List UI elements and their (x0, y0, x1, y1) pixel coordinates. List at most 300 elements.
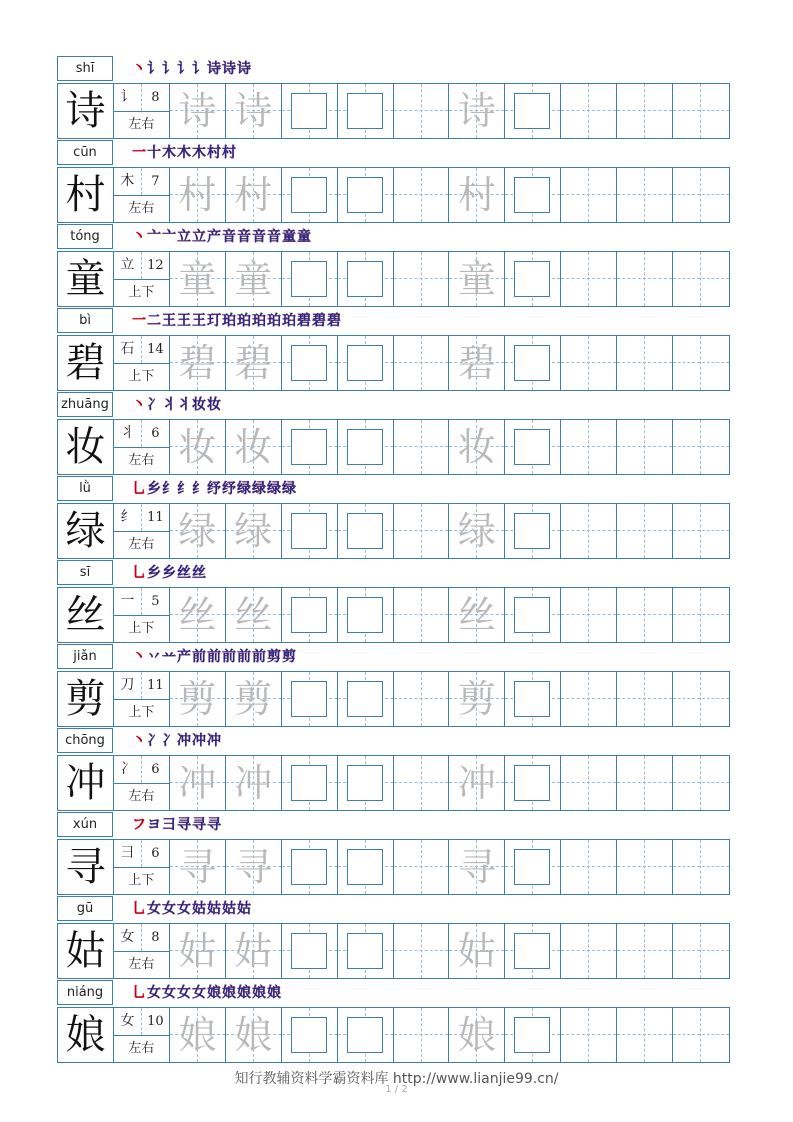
stroke-step: 音 (267, 229, 281, 245)
practice-cell[interactable] (226, 840, 282, 894)
inner-square (347, 261, 383, 297)
stroke-step: 前 (252, 649, 266, 665)
practice-cell[interactable] (505, 924, 561, 978)
practice-cell[interactable] (394, 756, 450, 810)
trace-character: 丝 (234, 593, 273, 637)
practice-cell[interactable] (449, 588, 505, 642)
stroke-step: 碧 (297, 313, 311, 329)
structure: 上下 (128, 621, 155, 636)
inner-square (347, 933, 383, 969)
inner-square (291, 177, 327, 213)
stroke-step: 一 (132, 145, 146, 161)
trace-character: 绿 (457, 509, 496, 553)
practice-cell[interactable] (226, 252, 282, 306)
radical: 讠 (114, 84, 142, 111)
practice-cell[interactable] (226, 756, 282, 810)
inner-square (291, 765, 327, 801)
practice-cell[interactable] (394, 336, 450, 390)
stroke-step: 丝 (192, 565, 206, 581)
structure: 上下 (128, 873, 155, 888)
stroke-step: 碧 (327, 313, 341, 329)
stroke-step: 乡 (147, 565, 161, 581)
trace-character: 妆 (234, 425, 273, 469)
practice-cell[interactable] (338, 756, 394, 810)
trace-character: 碧 (234, 341, 273, 385)
practice-cell[interactable] (561, 84, 617, 138)
pinyin-label: jiǎn (57, 644, 113, 669)
practice-cell[interactable] (226, 504, 282, 558)
practice-cell[interactable] (170, 756, 226, 810)
practice-cell[interactable] (338, 588, 394, 642)
pinyin-label: chōng (57, 728, 113, 753)
stroke-step: 姑 (207, 901, 221, 917)
practice-cell[interactable] (449, 756, 505, 810)
practice-cell[interactable] (394, 672, 450, 726)
trace-character: 寻 (178, 845, 217, 889)
stroke-order (132, 227, 312, 249)
practice-cell[interactable] (561, 252, 617, 306)
practice-cell[interactable] (282, 504, 338, 558)
practice-cell[interactable] (282, 924, 338, 978)
practice-cell[interactable] (617, 84, 673, 138)
practice-cell[interactable] (561, 504, 617, 558)
stroke-order (132, 815, 222, 837)
stroke-step: 娘 (237, 985, 251, 1001)
practice-cell[interactable] (505, 336, 561, 390)
character-info (114, 168, 170, 222)
practice-cell[interactable] (449, 924, 505, 978)
stroke-step: 乚 (132, 985, 146, 1001)
practice-cell[interactable] (282, 420, 338, 474)
trace-character: 姑 (457, 929, 496, 973)
practice-cell[interactable] (226, 84, 282, 138)
trace-character: 诗 (457, 89, 496, 133)
model-character: 丝 (58, 588, 114, 642)
stroke-step: 绿 (237, 481, 251, 497)
trace-character: 寻 (457, 845, 496, 889)
practice-cell[interactable] (561, 756, 617, 810)
stroke-count: 11 (147, 510, 164, 525)
radical: 石 (114, 336, 142, 363)
inner-square (347, 597, 383, 633)
inner-square (347, 93, 383, 129)
stroke-step: 彐 (162, 817, 176, 833)
trace-character: 妆 (178, 425, 217, 469)
inner-square (347, 681, 383, 717)
stroke-step: 诗 (222, 61, 236, 77)
stroke-step: 纾 (207, 481, 221, 497)
practice-cell[interactable] (226, 672, 282, 726)
inner-square (291, 933, 327, 969)
stroke-step: 妆 (207, 397, 221, 413)
trace-character: 绿 (234, 509, 273, 553)
stroke-order (132, 563, 207, 585)
stroke-count: 5 (151, 594, 160, 609)
practice-cell[interactable] (338, 336, 394, 390)
inner-square (291, 261, 327, 297)
trace-character: 娘 (234, 1013, 273, 1057)
practice-cell[interactable] (505, 1008, 561, 1062)
practice-cell[interactable] (394, 924, 450, 978)
practice-cell[interactable] (282, 84, 338, 138)
stroke-step: 讠 (147, 61, 161, 77)
stroke-step: 音 (222, 229, 236, 245)
model-character: 冲 (58, 756, 114, 810)
practice-cell[interactable] (617, 336, 673, 390)
structure: 上下 (128, 705, 155, 720)
practice-cell[interactable] (226, 336, 282, 390)
stroke-step: 前 (237, 649, 251, 665)
inner-square (347, 1017, 383, 1053)
stroke-step: 讠 (162, 61, 176, 77)
character-info (114, 252, 170, 306)
stroke-step: 亠 (147, 229, 161, 245)
stroke-order (132, 731, 222, 753)
writing-grid (57, 167, 730, 223)
practice-cell[interactable] (505, 420, 561, 474)
stroke-step: 立 (177, 229, 191, 245)
character-info (114, 504, 170, 558)
stroke-step: 冲 (177, 733, 191, 749)
trace-character: 姑 (234, 929, 273, 973)
practice-cell[interactable] (505, 756, 561, 810)
trace-character: 村 (178, 173, 217, 217)
inner-square (514, 597, 550, 633)
practice-cell[interactable] (170, 840, 226, 894)
stroke-step: 乚 (132, 565, 146, 581)
practice-cell[interactable] (170, 420, 226, 474)
practice-cell[interactable] (617, 504, 673, 558)
practice-cell[interactable] (170, 672, 226, 726)
stroke-step: 珀 (267, 313, 281, 329)
practice-cell[interactable] (617, 252, 673, 306)
practice-cell[interactable] (226, 420, 282, 474)
stroke-step: フ (132, 817, 146, 833)
writing-grid (57, 83, 730, 139)
stroke-count: 11 (147, 678, 164, 693)
trace-character: 冲 (457, 761, 496, 805)
practice-cell[interactable] (673, 588, 729, 642)
practice-cell[interactable] (170, 336, 226, 390)
radical: 冫 (114, 756, 142, 783)
structure: 左右 (128, 201, 155, 216)
structure: 上下 (128, 285, 155, 300)
pinyin-label: sī (57, 560, 113, 585)
stroke-step: 丶 (132, 397, 146, 413)
stroke-count: 7 (151, 174, 160, 189)
practice-cell[interactable] (338, 1008, 394, 1062)
practice-cell[interactable] (338, 252, 394, 306)
practice-cell[interactable] (394, 420, 450, 474)
stroke-count: 8 (151, 90, 160, 105)
radical: 一 (114, 588, 142, 615)
practice-cell[interactable] (394, 1008, 450, 1062)
stroke-order (132, 311, 342, 333)
stroke-step: 木 (177, 145, 191, 161)
pinyin-label: shī (57, 56, 113, 81)
practice-cell[interactable] (170, 168, 226, 222)
stroke-step: 冲 (192, 733, 206, 749)
model-character: 姑 (58, 924, 114, 978)
practice-sheet (57, 56, 730, 1064)
practice-cell[interactable] (673, 504, 729, 558)
practice-cell[interactable] (561, 1008, 617, 1062)
stroke-step: 村 (207, 145, 221, 161)
practice-cell[interactable] (617, 840, 673, 894)
practice-cell[interactable] (282, 840, 338, 894)
character-entry (57, 476, 730, 560)
practice-cell[interactable] (617, 672, 673, 726)
practice-cell[interactable] (394, 252, 450, 306)
practice-cell[interactable] (226, 588, 282, 642)
practice-cell[interactable] (394, 504, 450, 558)
stroke-step: 寻 (192, 817, 206, 833)
character-info (114, 420, 170, 474)
model-character: 绿 (58, 504, 114, 558)
practice-cell[interactable] (617, 420, 673, 474)
stroke-order (132, 479, 297, 501)
stroke-step: 丶 (132, 61, 146, 77)
stroke-step: 音 (252, 229, 266, 245)
practice-cell[interactable] (561, 168, 617, 222)
character-info (114, 588, 170, 642)
inner-square (514, 1017, 550, 1053)
pinyin-label: niáng (57, 980, 113, 1005)
practice-cell[interactable] (338, 672, 394, 726)
stroke-count: 10 (147, 1014, 164, 1029)
stroke-step: ヨ (147, 817, 161, 833)
stroke-order (132, 59, 252, 81)
trace-character: 碧 (178, 341, 217, 385)
trace-character: 村 (457, 173, 496, 217)
stroke-step: 产 (177, 649, 191, 665)
stroke-count: 8 (151, 930, 160, 945)
practice-cell[interactable] (338, 84, 394, 138)
practice-cell[interactable] (505, 252, 561, 306)
pinyin-label: cūn (57, 140, 113, 165)
trace-character: 丝 (178, 593, 217, 637)
practice-cell[interactable] (449, 504, 505, 558)
stroke-count: 12 (147, 258, 164, 273)
trace-character: 童 (178, 257, 217, 301)
practice-cell[interactable] (449, 1008, 505, 1062)
practice-cell[interactable] (226, 1008, 282, 1062)
practice-cell[interactable] (617, 588, 673, 642)
stroke-step: 童 (297, 229, 311, 245)
practice-cell[interactable] (338, 504, 394, 558)
stroke-count: 6 (151, 846, 160, 861)
writing-grid (57, 755, 730, 811)
practice-cell[interactable] (673, 420, 729, 474)
stroke-step: 亠 (162, 229, 176, 245)
stroke-step: 女 (162, 901, 176, 917)
stroke-count: 6 (151, 762, 160, 777)
practice-cell[interactable] (170, 588, 226, 642)
practice-cell[interactable] (338, 168, 394, 222)
pinyin-label: lǜ (57, 476, 113, 501)
practice-cell[interactable] (561, 420, 617, 474)
inner-square (514, 429, 550, 465)
stroke-step: 丬 (177, 397, 191, 413)
trace-character: 妆 (457, 425, 496, 469)
stroke-step: 王 (192, 313, 206, 329)
structure: 左右 (128, 117, 155, 132)
practice-cell[interactable] (505, 672, 561, 726)
inner-square (347, 513, 383, 549)
inner-square (514, 765, 550, 801)
practice-cell[interactable] (170, 1008, 226, 1062)
stroke-step: 丷 (147, 649, 161, 665)
practice-cell[interactable] (394, 840, 450, 894)
practice-cell[interactable] (282, 168, 338, 222)
practice-cell[interactable] (282, 1008, 338, 1062)
stroke-step: 娘 (207, 985, 221, 1001)
stroke-step: 王 (162, 313, 176, 329)
radical: 丬 (114, 420, 142, 447)
writing-grid (57, 335, 730, 391)
practice-cell[interactable] (561, 588, 617, 642)
inner-square (291, 345, 327, 381)
stroke-step: 一 (132, 313, 146, 329)
practice-cell[interactable] (673, 252, 729, 306)
stroke-step: 寻 (207, 817, 221, 833)
stroke-step: 女 (147, 901, 161, 917)
inner-square (291, 849, 327, 885)
stroke-step: 剪 (267, 649, 281, 665)
practice-cell[interactable] (394, 168, 450, 222)
writing-grid (57, 503, 730, 559)
structure: 上下 (128, 369, 155, 384)
stroke-step: 丝 (177, 565, 191, 581)
radical: 刀 (114, 672, 142, 699)
stroke-step: 纟 (162, 481, 176, 497)
practice-cell[interactable] (673, 756, 729, 810)
practice-cell[interactable] (505, 504, 561, 558)
practice-cell[interactable] (673, 1008, 729, 1062)
stroke-step: 产 (207, 229, 221, 245)
trace-character: 诗 (234, 89, 273, 133)
practice-cell[interactable] (617, 168, 673, 222)
practice-cell[interactable] (226, 924, 282, 978)
stroke-step: 纾 (222, 481, 236, 497)
practice-cell[interactable] (449, 420, 505, 474)
trace-character: 姑 (178, 929, 217, 973)
practice-cell[interactable] (338, 924, 394, 978)
inner-square (291, 597, 327, 633)
practice-cell[interactable] (561, 336, 617, 390)
inner-square (291, 681, 327, 717)
character-entry (57, 980, 730, 1064)
stroke-step: 女 (192, 985, 206, 1001)
stroke-step: 丶 (132, 733, 146, 749)
practice-cell[interactable] (561, 924, 617, 978)
inner-square (514, 513, 550, 549)
trace-character: 娘 (178, 1013, 217, 1057)
pinyin-label: bì (57, 308, 113, 333)
practice-cell[interactable] (673, 84, 729, 138)
character-info (114, 756, 170, 810)
practice-cell[interactable] (449, 84, 505, 138)
radical: 纟 (114, 504, 142, 531)
model-character: 村 (58, 168, 114, 222)
structure: 左右 (128, 453, 155, 468)
model-character: 娘 (58, 1008, 114, 1062)
stroke-step: 二 (147, 313, 161, 329)
practice-cell[interactable] (282, 672, 338, 726)
stroke-step: 冲 (207, 733, 221, 749)
practice-cell[interactable] (505, 84, 561, 138)
stroke-step: 木 (192, 145, 206, 161)
radical: 女 (114, 1008, 142, 1035)
stroke-step: 娘 (252, 985, 266, 1001)
practice-cell[interactable] (505, 840, 561, 894)
practice-cell[interactable] (338, 420, 394, 474)
practice-cell[interactable] (673, 168, 729, 222)
stroke-step: 木 (162, 145, 176, 161)
practice-cell[interactable] (282, 252, 338, 306)
practice-cell[interactable] (338, 840, 394, 894)
practice-cell[interactable] (617, 1008, 673, 1062)
footer-text: 知行教辅资料学霸资料库 http://www.lianjie99.cn/ (234, 1071, 559, 1087)
practice-cell[interactable] (449, 168, 505, 222)
practice-cell[interactable] (282, 756, 338, 810)
practice-cell[interactable] (673, 924, 729, 978)
character-entry (57, 392, 730, 476)
practice-cell[interactable] (449, 252, 505, 306)
character-entry (57, 644, 730, 728)
practice-cell[interactable] (226, 168, 282, 222)
stroke-count: 14 (147, 342, 164, 357)
stroke-step: 玎 (207, 313, 221, 329)
model-character: 诗 (58, 84, 114, 138)
practice-cell[interactable] (449, 672, 505, 726)
stroke-step: 纟 (192, 481, 206, 497)
practice-cell[interactable] (394, 84, 450, 138)
trace-character: 村 (234, 173, 273, 217)
practice-cell[interactable] (449, 840, 505, 894)
practice-cell[interactable] (673, 672, 729, 726)
practice-cell[interactable] (673, 840, 729, 894)
radical: 女 (114, 924, 142, 951)
character-info (114, 924, 170, 978)
character-info (114, 672, 170, 726)
practice-cell[interactable] (505, 168, 561, 222)
stroke-step: 诗 (207, 61, 221, 77)
practice-cell[interactable] (394, 588, 450, 642)
practice-cell[interactable] (561, 672, 617, 726)
practice-cell[interactable] (617, 756, 673, 810)
practice-cell[interactable] (170, 924, 226, 978)
practice-cell[interactable] (170, 84, 226, 138)
practice-cell[interactable] (505, 588, 561, 642)
practice-cell[interactable] (170, 504, 226, 558)
practice-cell[interactable] (282, 588, 338, 642)
stroke-step: 丬 (162, 397, 176, 413)
practice-cell[interactable] (561, 840, 617, 894)
trace-character: 碧 (457, 341, 496, 385)
practice-cell[interactable] (282, 336, 338, 390)
practice-cell[interactable] (673, 336, 729, 390)
stroke-step: 绿 (252, 481, 266, 497)
practice-cell[interactable] (617, 924, 673, 978)
pinyin-label: xún (57, 812, 113, 837)
writing-grid (57, 419, 730, 475)
practice-cell[interactable] (449, 336, 505, 390)
stroke-step: 珀 (252, 313, 266, 329)
practice-cell[interactable] (170, 252, 226, 306)
stroke-step: 绿 (267, 481, 281, 497)
stroke-step: 村 (222, 145, 236, 161)
